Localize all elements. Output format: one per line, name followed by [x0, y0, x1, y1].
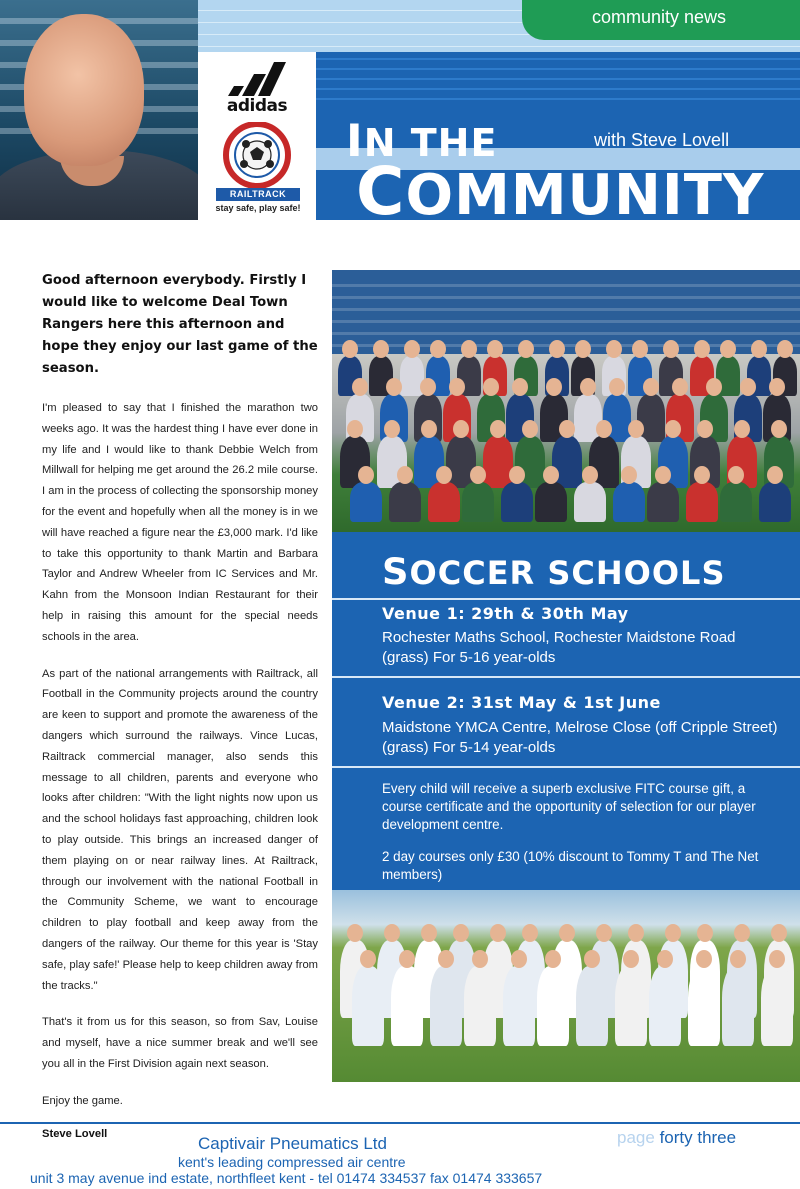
photo-figure: [391, 966, 423, 1046]
photo-figure-head: [483, 378, 499, 396]
course-info: Every child will receive a superb exclusive FITC course gift, a course certificate and the opportunity of selection for our player development centre.: [382, 781, 756, 832]
course-price: 2 day courses only £30 (10% discount to Tommy T and The Net members): [382, 849, 759, 882]
photo-figure-head: [734, 924, 750, 942]
photo-figure-head: [655, 466, 671, 484]
photo-figure-head: [549, 340, 565, 358]
photo-figure-head: [522, 924, 538, 942]
photo-figure: [576, 966, 608, 1046]
photo-figure: [722, 966, 754, 1046]
photo-figure-head: [580, 378, 596, 396]
photo-figure: [688, 966, 720, 1046]
page-number: [617, 1128, 736, 1148]
photo-figure-head: [404, 340, 420, 358]
photo-figure: [503, 966, 535, 1046]
photo-figure: [535, 482, 567, 522]
photo-figure-head: [511, 950, 527, 968]
photo-figure-head: [453, 924, 469, 942]
photo-figure-head: [720, 340, 736, 358]
photo-figure: [761, 966, 793, 1046]
adidas-stripes-icon: [222, 60, 292, 96]
photo-figure-head: [384, 924, 400, 942]
photo-figure-head: [430, 340, 446, 358]
photo-figure-head: [628, 924, 644, 942]
photo-figure-head: [663, 340, 679, 358]
photo-figure-head: [728, 466, 744, 484]
article-paragraph: That's it from us for this season, so from Sav, Louise and myself, have a nice summer break and we'll see you all in the First Division again next season.: [42, 1016, 318, 1070]
kids-photo: [332, 890, 800, 1082]
photo-figure-head: [518, 340, 534, 358]
article-column: [42, 270, 318, 1140]
photo-figure-head: [657, 950, 673, 968]
photo-figure-head: [449, 378, 465, 396]
photo-figure-head: [384, 420, 400, 438]
photo-figure-head: [358, 466, 374, 484]
photo-figure-head: [596, 420, 612, 438]
photo-figure-head: [643, 378, 659, 396]
photo-figure-head: [543, 466, 559, 484]
photo-figure-head: [487, 340, 503, 358]
photo-figure-head: [596, 924, 612, 942]
venue-1-heading: Venue 1: 29th & 30th May: [382, 604, 629, 623]
section-tag-label: community news: [592, 7, 727, 27]
photo-figure-head: [397, 466, 413, 484]
photo-figure-head: [472, 950, 488, 968]
photo-figure-head: [490, 420, 506, 438]
photo-figure-head: [734, 420, 750, 438]
masthead: [316, 52, 800, 220]
photo-figure-head: [694, 466, 710, 484]
photo-figure: [647, 482, 679, 522]
footer-divider: [0, 1122, 800, 1124]
venue-2-heading: Venue 2: 31st May & 1st June: [382, 693, 661, 712]
photo-figure-head: [769, 950, 785, 968]
photo-figure-head: [470, 466, 486, 484]
photo-figure-head: [771, 924, 787, 942]
page-word: page: [617, 1128, 655, 1147]
photo-figure-head: [399, 950, 415, 968]
photo-figure-head: [436, 466, 452, 484]
photo-figure-head: [360, 950, 376, 968]
article-paragraph: As part of the national arrangements with Railtrack, all Football in the Community projects around the country are keen to support and promote the awareness of the dangers which surround the railways. Vince Lucas, Railtrack commercial manager, also sends this message to all children, parents and everyone who looks after children: "With the light nights now upon us and the school holidays fast approaching, children look to play outside. This brings an increased danger of them playing on or near railway lines. At Railtrack, through our involvement with the national Football in the Community Scheme, we want to encourage children to play football and keep away from the dangers of the railway. Our theme for this year is 'Stay safe, play safe!' Please help to keep children away from the tracks.": [42, 667, 318, 992]
photo-figure-head: [453, 420, 469, 438]
photo-figure: [615, 966, 647, 1046]
sponsor-logos: [198, 52, 316, 220]
adidas-logo: [212, 60, 302, 116]
photo-figure-head: [546, 378, 562, 396]
photo-figure-head: [771, 420, 787, 438]
photo-figure: [389, 482, 421, 522]
photo-figure-head: [696, 950, 712, 968]
railtrack-logo: RAILTRACK: [216, 188, 300, 201]
photo-figure-head: [632, 340, 648, 358]
photo-figure-head: [373, 340, 389, 358]
photo-figure-head: [347, 420, 363, 438]
photo-figure-head: [730, 950, 746, 968]
section-tag: [522, 0, 800, 40]
photo-figure-head: [609, 378, 625, 396]
photo-figure: [430, 966, 462, 1046]
photo-figure: [464, 966, 496, 1046]
photo-figure: [501, 482, 533, 522]
article-paragraph: I'm pleased to say that I finished the marathon two weeks ago. It was the hardest thing I have ever done in my life and I would like to thank Debbie Welch from Millwall for helping me get around the 26.2 mile course. I am in the process of collecting the sponsorship money for the event and hopefully when all the money is in we will have reached a figure near the £3,000 mark. I'd like to take this opportunity to thank Martin and Barbara Taylor and Andrew Wheeler from IC Services and Mr. Kahn from the Monsoon Indian Restaurant for their help in raising this amount for the special needs schools in the area.: [42, 402, 318, 643]
photo-figure-head: [606, 340, 622, 358]
advert-address: unit 3 may avenue ind estate, northfleet kent - tel 01474 334537 fax 01474 333657: [30, 1170, 543, 1186]
photo-figure-head: [621, 466, 637, 484]
photo-figure-head: [421, 924, 437, 942]
photo-figure: [759, 482, 791, 522]
photo-figure-head: [545, 950, 561, 968]
advert-company: Captivair Pneumatics Ltd: [198, 1134, 387, 1153]
photo-figure-head: [420, 378, 436, 396]
photo-figure-head: [767, 466, 783, 484]
photo-figure-head: [342, 340, 358, 358]
article-intro: Good afternoon everybody. Firstly I would like to welcome Deal Town Rangers here this afternoon and hope they enjoy our last game of the season.: [42, 273, 318, 376]
photo-figure-head: [575, 340, 591, 358]
photo-figure-head: [697, 924, 713, 942]
photo-figure-head: [522, 420, 538, 438]
photo-figure-head: [584, 950, 600, 968]
adidas-wordmark: adidas: [226, 96, 288, 116]
photo-figure-head: [706, 378, 722, 396]
photo-figure-head: [386, 378, 402, 396]
venue-2-details: Maidstone YMCA Centre, Melrose Close (off Cripple Street) (grass) For 5-14 year-olds: [382, 719, 778, 756]
page-number-text: forty three: [659, 1128, 737, 1147]
photo-figure: [720, 482, 752, 522]
title-byline: with Steve Lovell: [594, 130, 730, 150]
photo-figure-head: [490, 924, 506, 942]
photo-figure-head: [559, 924, 575, 942]
photo-figure-head: [509, 466, 525, 484]
photo-figure: [350, 482, 382, 522]
photo-figure-head: [582, 466, 598, 484]
photo-figure: [352, 966, 384, 1046]
soccer-schools-panel: [332, 532, 800, 890]
author-portrait: [0, 0, 198, 220]
soccer-schools-title: SOCCER SCHOOLS: [382, 550, 726, 593]
title-line-1: IN THE: [346, 114, 498, 167]
photo-figure-head: [512, 378, 528, 396]
photo-figure-head: [665, 420, 681, 438]
photo-figure-head: [461, 340, 477, 358]
photo-figure-head: [665, 924, 681, 942]
article-paragraph: Enjoy the game.: [42, 1094, 123, 1107]
photo-figure: [537, 966, 569, 1046]
fitc-badge-icon: [220, 122, 294, 188]
photo-figure: [613, 482, 645, 522]
photo-figure-head: [628, 420, 644, 438]
photo-figure-head: [672, 378, 688, 396]
photo-figure: [574, 482, 606, 522]
photo-figure-head: [740, 378, 756, 396]
photo-figure: [462, 482, 494, 522]
railtrack-slogan: stay safe, play safe!: [215, 203, 301, 213]
photo-figure-head: [623, 950, 639, 968]
article-signature: Steve Lovell: [42, 1127, 108, 1140]
photo-figure-head: [421, 420, 437, 438]
photo-figure-head: [438, 950, 454, 968]
photo-figure-head: [352, 378, 368, 396]
venue-1-details: Rochester Maths School, Rochester Maidstone Road (grass) For 5-16 year-olds: [382, 629, 736, 666]
photo-figure: [649, 966, 681, 1046]
group-photo: [332, 270, 800, 532]
photo-figure-head: [697, 420, 713, 438]
photo-figure-head: [347, 924, 363, 942]
photo-figure: [428, 482, 460, 522]
photo-figure-head: [769, 378, 785, 396]
photo-figure: [483, 436, 513, 488]
photo-figure-head: [559, 420, 575, 438]
title-line-2: COMMUNITY: [356, 153, 765, 220]
photo-figure-head: [751, 340, 767, 358]
photo-figure-head: [694, 340, 710, 358]
advert-tagline: kent's leading compressed air centre: [178, 1154, 406, 1170]
photo-figure: [686, 482, 718, 522]
photo-figure-head: [777, 340, 793, 358]
